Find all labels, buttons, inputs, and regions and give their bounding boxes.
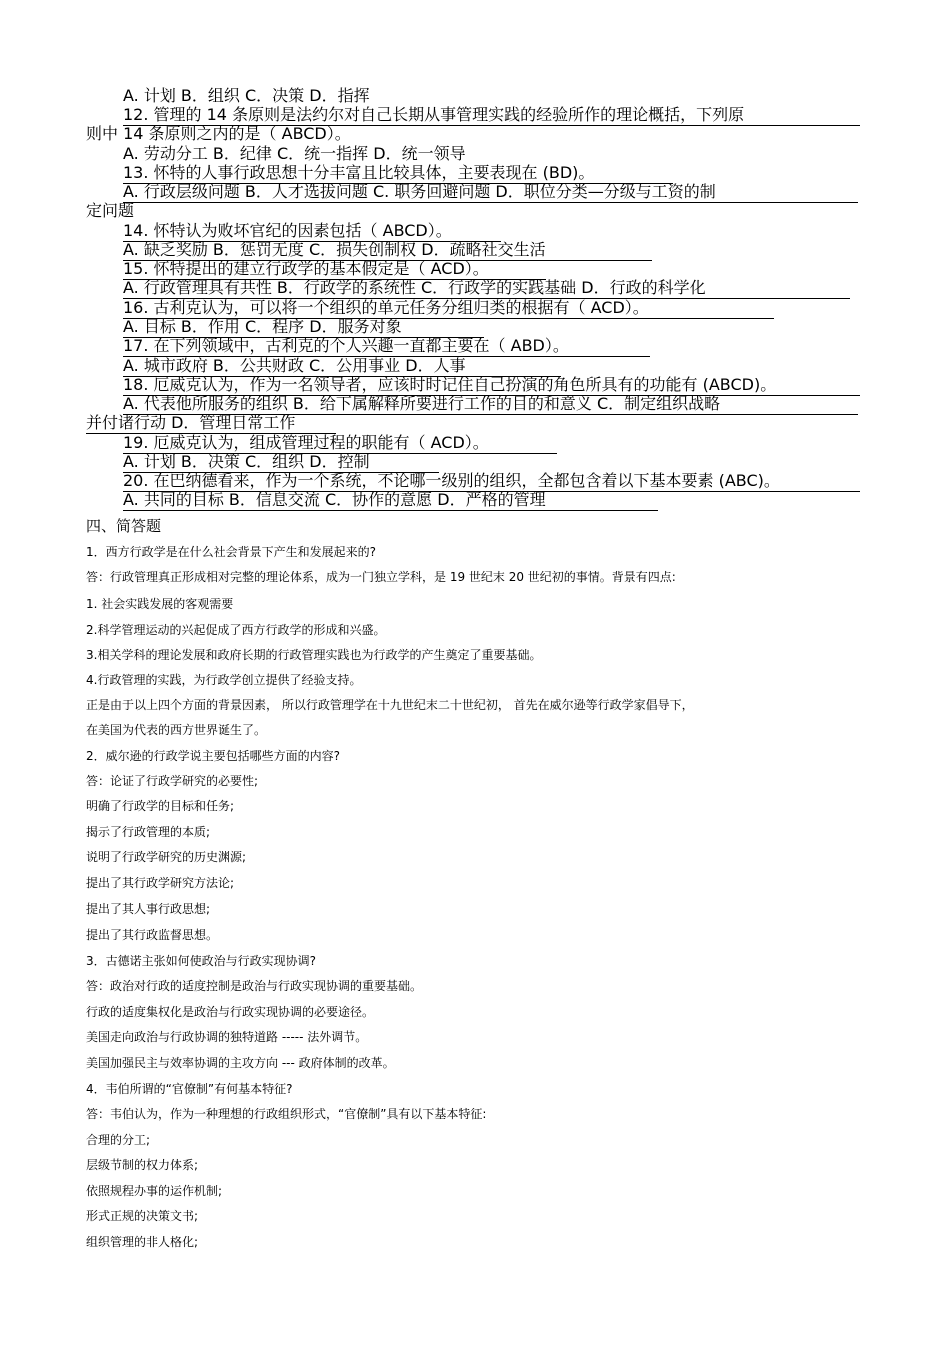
answer-line: 组织管理的非人格化;: [86, 1235, 199, 1249]
choice-line: 19. 厄威克认为，组成管理过程的职能有（ ACD）。: [123, 433, 557, 454]
answer-line: 依照规程办事的运作机制;: [86, 1184, 223, 1198]
answer-line: 提出了其行政监督思想。: [86, 928, 219, 942]
choice-line: 17. 在下列领域中，古利克的个人兴趣一直都主要在（ ABD）。: [123, 336, 650, 357]
question-line: 2．威尔逊的行政学说主要包括哪些方面的内容?: [86, 749, 341, 763]
answer-line: 答：政治对行政的适度控制是政治与行政实现协调的重要基础。: [86, 979, 423, 993]
answer-line: 在美国为代表的西方世界诞生了。: [86, 723, 267, 737]
answer-line: 美国加强民主与效率协调的主攻方向 --- 政府体制的改革。: [86, 1056, 395, 1070]
answer-line: 合理的分工;: [86, 1133, 151, 1147]
choice-line: A. 计划 B．组织 C．决策 D．指挥: [123, 86, 370, 105]
choice-line: 13. 怀特的人事行政思想十分丰富且比较具体，主要表现在 (BD)。: [123, 163, 673, 184]
answer-line: 美国走向政治与行政协调的独特道路 ----- 法外调节。: [86, 1030, 368, 1044]
choice-line: 20. 在巴纳德看来，作为一个系统，不论哪一级别的组织，全都包含着以下基本要素 (ABC)。: [123, 471, 860, 492]
question-line: 1．西方行政学是在什么社会背景下产生和发展起来的?: [86, 545, 377, 559]
answer-line: 答：论证了行政学研究的必要性;: [86, 774, 259, 788]
choice-line: 并付诸行动 D．管理日常工作: [86, 413, 336, 434]
choice-line: 则中 14 条原则之内的是（ ABCD）。: [86, 124, 351, 143]
choice-line: A. 缺乏奖励 B．惩罚无度 C．损失创制权 D．疏略社交生活: [123, 240, 652, 261]
answer-line: 提出了其人事行政思想;: [86, 902, 211, 916]
question-line: 4．韦伯所谓的“官僚制”有何基本特征?: [86, 1082, 293, 1096]
answer-line: 2.科学管理运动的兴起促成了西方行政学的形成和兴盛。: [86, 623, 386, 637]
answer-line: 行政的适度集权化是政治与行政实现协调的必要途径。: [86, 1005, 375, 1019]
choice-line: 18. 厄威克认为，作为一名领导者，应该时时记住自己扮演的角色所具有的功能有 (ABCD)。: [123, 375, 860, 396]
choice-line: 16. 古利克认为，可以将一个组织的单元任务分组归类的根据有（ ACD）。: [123, 298, 774, 319]
answer-line: 4.行政管理的实践，为行政学创立提供了经验支持。: [86, 673, 362, 687]
choice-line: A. 城市政府 B．公共财政 C．公用事业 D．人事: [123, 356, 561, 377]
answer-line: 1. 社会实践发展的客观需要: [86, 597, 234, 611]
answer-line: 答：韦伯认为，作为一种理想的行政组织形式，“官僚制”具有以下基本特征:: [86, 1107, 487, 1121]
choice-line: A. 行政管理具有共性 B．行政学的系统性 C．行政学的实践基础 D．行政的科学化: [123, 278, 850, 299]
answer-line: 揭示了行政管理的本质;: [86, 825, 211, 839]
choice-line: A. 目标 B．作用 C．程序 D．服务对象: [123, 317, 484, 338]
answer-line: 层级节制的权力体系;: [86, 1158, 199, 1172]
choice-line: A. 劳动分工 B．纪律 C．统一指挥 D．统一领导: [123, 144, 466, 163]
choice-line: 定问题: [86, 201, 135, 220]
answer-line: 明确了行政学的目标和任务;: [86, 799, 235, 813]
answer-line: 提出了其行政学研究方法论;: [86, 876, 235, 890]
choice-line: 12. 管理的 14 条原则是法约尔对自己长期从事管理实践的经验所作的理论概括，下列原: [123, 105, 860, 126]
choice-line: 15. 怀特提出的建立行政学的基本假定是（ ACD）。: [123, 259, 546, 280]
choice-line: A. 共同的目标 B．信息交流 C．协作的意愿 D．严格的管理: [123, 490, 658, 511]
question-line: 3．古德诺主张如何使政治与行政实现协调?: [86, 954, 317, 968]
section-heading: 四、简答题: [86, 517, 162, 535]
answer-line: 正是由于以上四个方面的背景因素， 所以行政管理学在十九世纪末二十世纪初， 首先在威尔逊等行政学家倡导下，: [86, 698, 694, 712]
choice-line: A. 计划 B．决策 C．组织 D．控制: [123, 452, 439, 473]
answer-line: 3.相关学科的理论发展和政府长期的行政管理实践也为行政学的产生奠定了重要基础。: [86, 648, 542, 662]
choice-line: A. 行政层级问题 B．人才选拔问题 C. 职务回避问题 D．职位分类—分级与工资的制: [123, 182, 858, 203]
answer-line: 说明了行政学研究的历史渊源;: [86, 850, 247, 864]
choice-line: 14. 怀特认为败坏官纪的因素包括（ ABCD）。: [123, 221, 501, 242]
choice-line: A. 代表他所服务的组织 B．给下属解释所要进行工作的目的和意义 C．制定组织战略: [123, 394, 858, 415]
answer-line: 答：行政管理真正形成相对完整的理论体系，成为一门独立学科，是 19 世纪末 20 世纪初的事情。背景有四点:: [86, 570, 676, 584]
answer-line: 形式正规的决策文书;: [86, 1209, 199, 1223]
